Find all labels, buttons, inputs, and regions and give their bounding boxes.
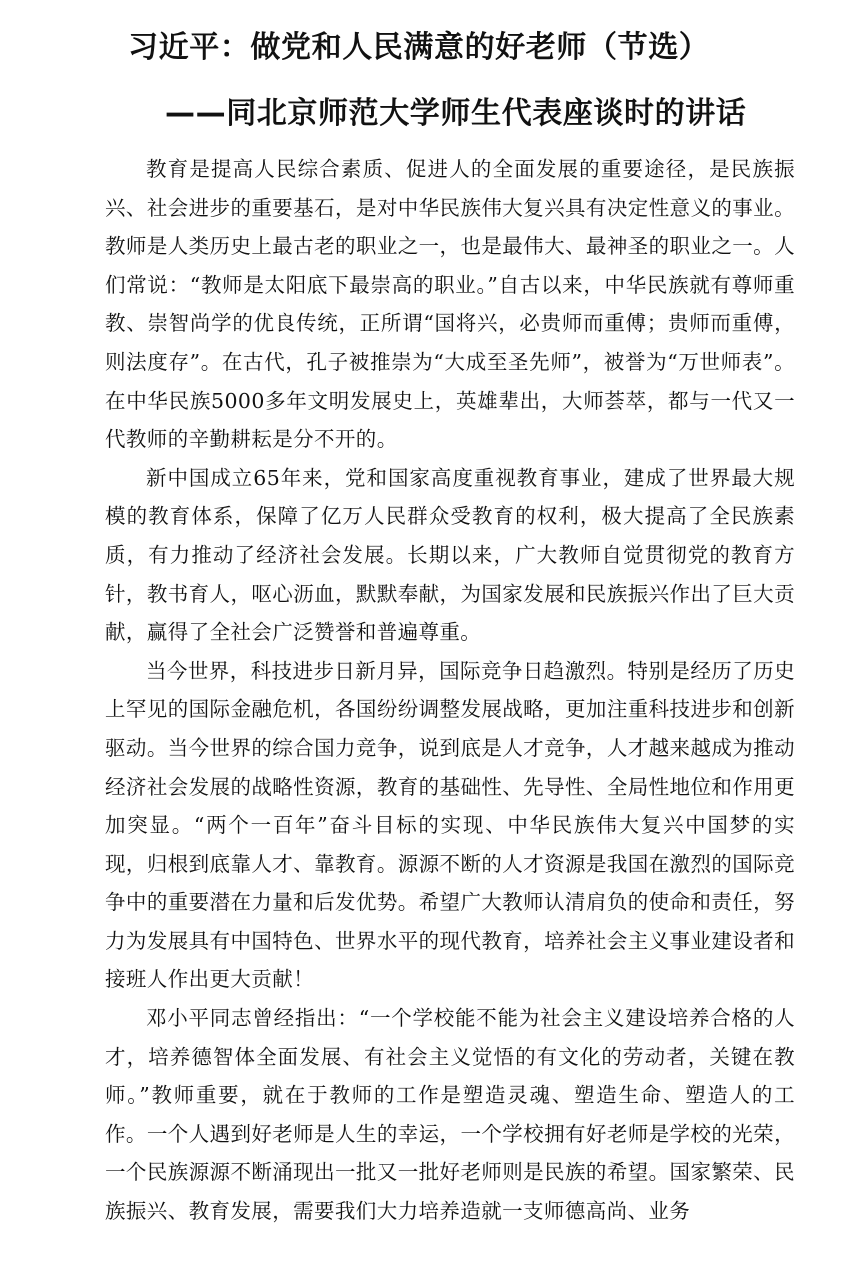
paragraph: 邓小平同志曾经指出：“一个学校能不能为社会主义建设培养合格的人才，培养德智体全面发展、有社会主义觉悟的有文化的劳动者，关键在教师。”教师重要，就在于教师的工作是塑造灵魂、塑造生命、塑造人的工作。一个人遇到好老师是人生的幸运，一个学校拥有好老师是学校的光荣，一个民族源源不断涌现出一批又一批好老师则是民族的希望。国家繁荣、民族振兴、教育发展，需要我们大力培养造就一支师德高尚、业务 <box>105 1006 795 1224</box>
page-subtitle: ——同北京师范大学师生代表座谈时的讲话 <box>165 96 747 131</box>
paragraph: 当今世界，科技进步日新月异，国际竞争日趋激烈。特别是经历了历史上罕见的国际金融危机，各国纷纷调整发展战略，更加注重科技进步和创新驱动。当今世界的综合国力竞争，说到底是人才竞争，人才越来越成为推动经济社会发展的战略性资源，教育的基础性、先导性、全局性地位和作用更加突显。“两个一百年”奋斗目标的实现、中华民族伟大复兴中国梦的实现，归根到底靠人才、靠教育。源源不断的人才资源是我国在激烈的国际竞争中的重要潜在力量和后发优势。希望广大教师认清肩负的使命和责任，努力为发展具有中国特色、世界水平的现代教育，培养社会主义事业建设者和接班人作出更大贡献！ <box>105 658 795 992</box>
article-body <box>105 150 795 1231</box>
paragraph: 教育是提高人民综合素质、促进人的全面发展的重要途径，是民族振兴、社会进步的重要基石，是对中华民族伟大复兴具有决定性意义的事业。教师是人类历史上最古老的职业之一，也是最伟大、最神圣的职业之一。人们常说：“教师是太阳底下最崇高的职业。”自古以来，中华民族就有尊师重教、崇智尚学的优良传统，正所谓“国将兴，必贵师而重傅；贵师而重傅，则法度存”。在古代，孔子被推崇为“大成至圣先师”，被誉为“万世师表”。在中华民族5000多年文明发展史上，英雄辈出，大师荟萃，都与一代又一代教师的辛勤耕耘是分不开的。 <box>105 157 795 452</box>
page-title: 习近平：做党和人民满意的好老师（节选） <box>128 30 710 65</box>
paragraph: 新中国成立65年来，党和国家高度重视教育事业，建成了世界最大规模的教育体系，保障了亿万人民群众受教育的权利，极大提高了全民族素质，有力推动了经济社会发展。长期以来，广大教师自觉贯彻党的教育方针，教书育人，呕心沥血，默默奉献，为国家发展和民族振兴作出了巨大贡献，赢得了全社会广泛赞誉和普遍尊重。 <box>105 465 795 645</box>
